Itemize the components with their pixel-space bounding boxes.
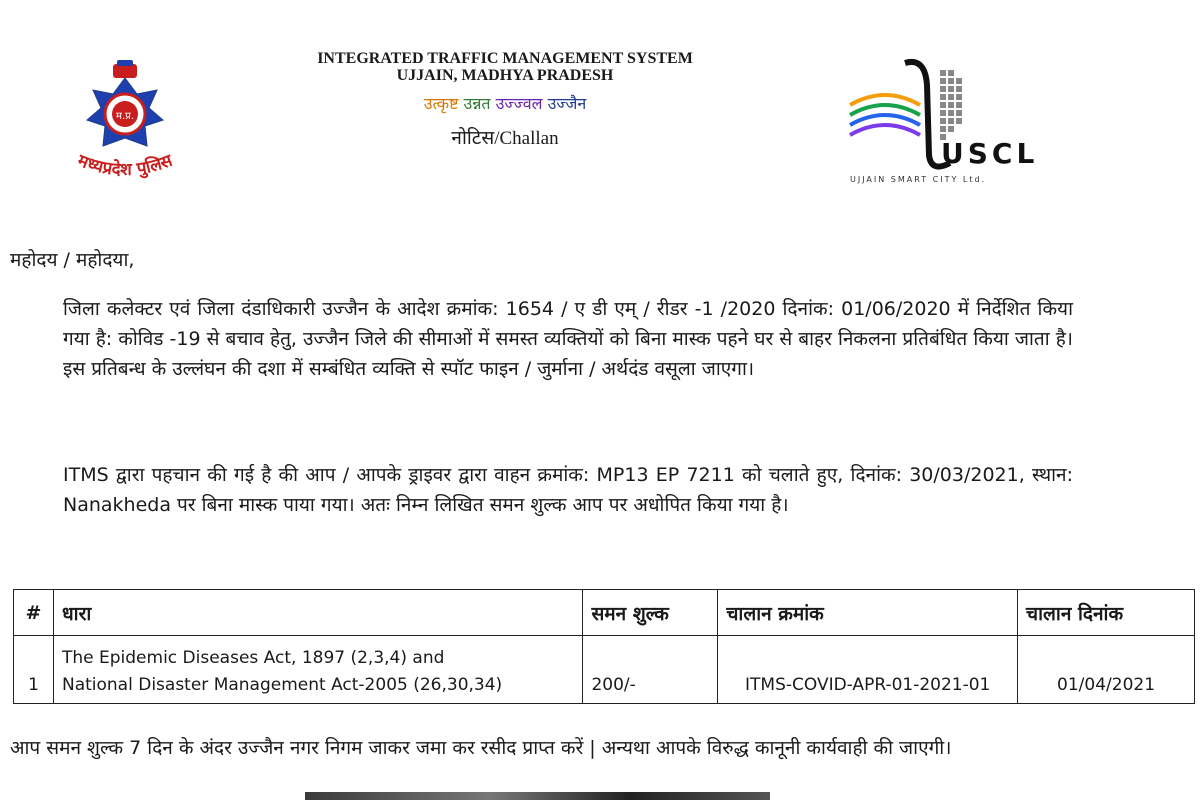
uscl-logo <box>845 55 1045 185</box>
org-title <box>250 50 760 84</box>
salutation: महोदय / महोदया, <box>10 249 135 271</box>
mp-police-caption: मध्यप्रदेश पुलिस <box>74 150 176 181</box>
tagline-word: उज्ज्वल <box>495 94 543 113</box>
org-line-1: INTEGRATED TRAFFIC MANAGEMENT SYSTEM <box>317 50 693 67</box>
uscl-caption: UJJAIN SMART CITY Ltd. <box>850 175 987 184</box>
payment-instruction: आप समन शुल्क 7 दिन के अंदर उज्जैन नगर निगम जाकर जमा कर रसीद प्राप्त करें | अन्यथा आपके विरुद्ध कानूनी कार्यवाही की जाएगी। <box>10 737 952 759</box>
tagline-word: उन्नत <box>463 94 491 113</box>
table-row <box>14 636 1195 704</box>
col-header-amount: समन शुल्क <box>583 590 718 636</box>
row-section-line-2: National Disaster Management Act-2005 (26,30,34) <box>61 675 503 695</box>
row-challan-no: ITMS-COVID-APR-01-2021-01 <box>718 636 1018 704</box>
evidence-photo <box>305 792 770 800</box>
row-section-line-1: The Epidemic Diseases Act, 1897 (2,3,4) and <box>61 648 445 668</box>
fine-table <box>13 589 1195 704</box>
document-type: नोटिस/Challan <box>451 128 559 149</box>
col-header-section: धारा <box>53 590 582 636</box>
org-line-2: UJJAIN, MADHYA PRADESH <box>396 67 614 84</box>
uscl-mark: USCL <box>941 137 1039 170</box>
col-header-challan-date: चालान दिनांक <box>1018 590 1195 636</box>
row-challan-date: 01/04/2021 <box>1018 636 1195 704</box>
tagline <box>250 92 760 114</box>
row-number: 1 <box>14 636 54 704</box>
col-header-challan-no: चालान क्रमांक <box>718 590 1018 636</box>
mp-police-logo <box>55 60 195 185</box>
row-amount: 200/- <box>583 636 718 704</box>
table-header-row <box>14 590 1195 636</box>
order-paragraph: जिला कलेक्टर एवं जिला दंडाधिकारी उज्जैन के आदेश क्रमांक: 1654 / ए डी एम् / रीडर -1 /2020 दिनांक: 01/06/2020 में निर्देशित किया गया है: कोविड -19 से बचाव हेतु, उज्जैन जिले की सीमाओं में समस्त व्यक्तियों को बिना मास्क पहने घर से बाहर निकलना प्रतिबंधित किया जाता है। इस प्रतिबन्ध के उल्लंघन की दशा में सम्बंधित व्यक्ति से स्पॉट फाइन / जुर्माना / अर्थदंड वसूला जाएगा। <box>63 298 1073 380</box>
svg-text:मध्यप्रदेश पुलिस <box>74 150 177 180</box>
mp-emblem-text: म.प्र. <box>115 111 135 122</box>
tagline-word: उज्जैन <box>547 94 587 113</box>
col-header-number: # <box>14 590 54 636</box>
row-section <box>53 636 582 704</box>
tagline-word: उत्कृष्ट <box>423 94 459 113</box>
violation-paragraph: ITMS द्वारा पहचान की गई है की आप / आपके ड्राइवर द्वारा वाहन क्रमांक: MP13 EP 7211 को चलाते हुए, दिनांक: 30/03/2021, स्थान: Nanakheda पर बिना मास्क पाया गया। अतः निम्न लिखित समन शुल्क आप पर अधोपित किया गया है। <box>63 464 1073 516</box>
